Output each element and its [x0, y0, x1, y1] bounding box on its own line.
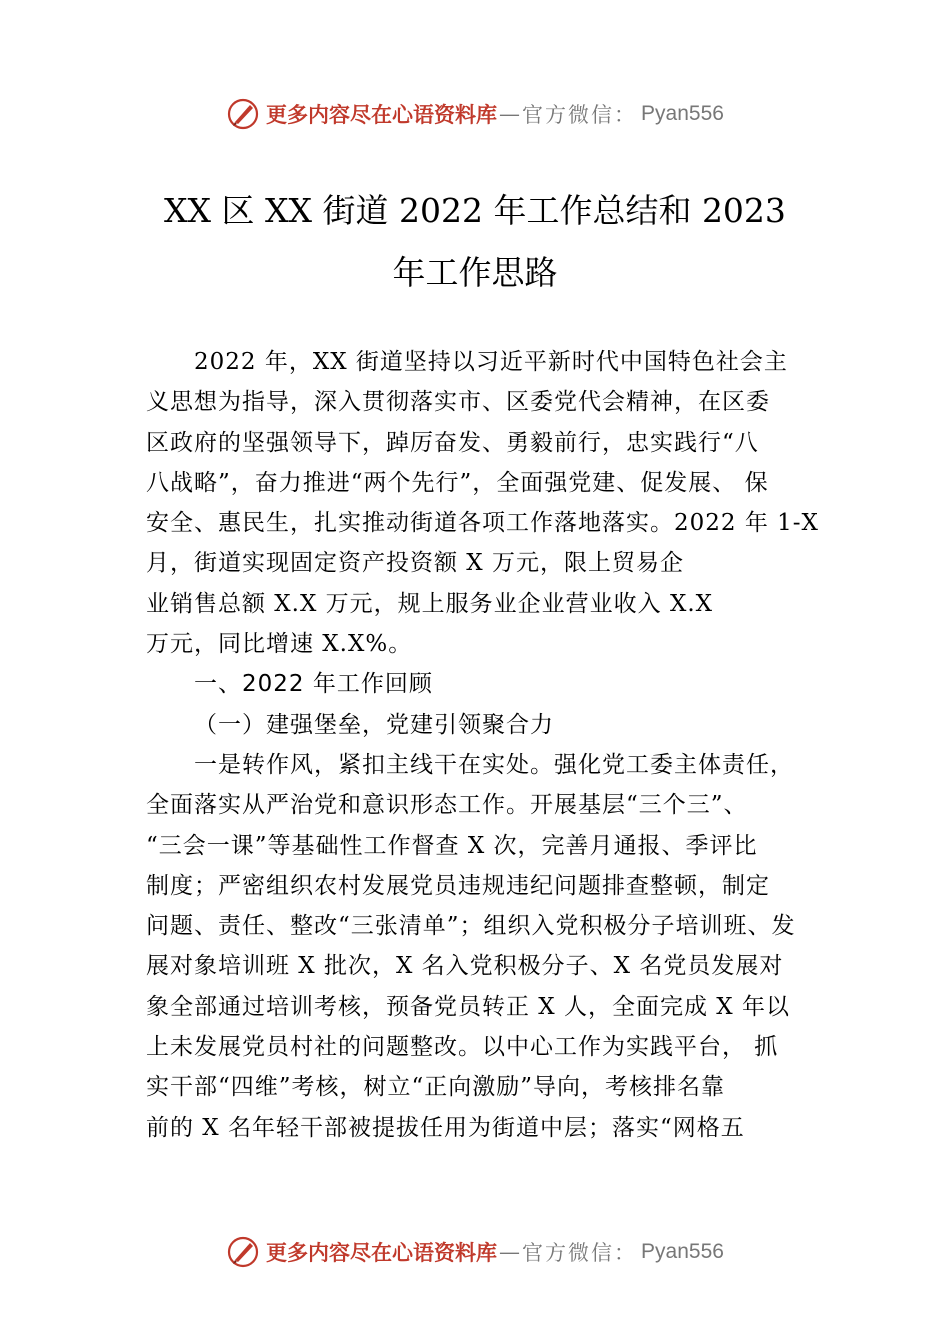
banner-text: 更多内容尽在心语资料库 [266, 1240, 498, 1265]
banner-separator: — [499, 1240, 521, 1264]
paragraph-line: 安全、惠民生，扎实推动街道各项工作落地落实。2022 年 1-X [146, 510, 819, 537]
banner-wechat-id: Pyan556 [641, 1240, 724, 1263]
watermark-banner-top [0, 94, 950, 134]
paragraph-line: 一是转作风，紧扣主线干在实处。强化党工委主体责任， [194, 751, 794, 778]
banner-separator: — [499, 102, 521, 126]
paragraph-line: 业销售总额 X.X 万元，规上服务业企业营业收入 X.X [146, 590, 714, 617]
paragraph-line: 区政府的坚强领导下，踔厉奋发、勇毅前行，忠实践行“八 [146, 429, 759, 456]
paragraph-line: 象全部通过培训考核，预备党员转正 X 人，全面完成 X 年以 [146, 993, 790, 1020]
paragraph-line: 前的 X 名年轻干部被提拔任用为街道中层；落实“网格五 [146, 1114, 745, 1141]
subsection-heading: （一）建强堡垒，党建引领聚合力 [194, 711, 554, 738]
paragraph-line: 实干部“四维”考核，树立“正向激励”导向，考核排名靠 [146, 1074, 726, 1101]
banner-official-label: 官方微信： [522, 103, 638, 127]
pen-logo-icon [226, 97, 260, 131]
banner-official-label: 官方微信： [522, 1241, 638, 1265]
paragraph-line: 制度；严密组织农村发展党员违规违纪问题排查整顿，制定 [146, 872, 770, 899]
paragraph-line: 八战略”，奋力推进“两个先行”，全面强党建、促发展、 保 [146, 469, 769, 496]
document-title [140, 180, 810, 304]
banner-text: 更多内容尽在心语资料库 [266, 102, 498, 127]
title-line-2: 年工作思路 [392, 253, 558, 292]
paragraph-line: 义思想为指导，深入贯彻落实市、区委党代会精神，在区委 [146, 389, 770, 416]
paragraph-line: 全面落实从严治党和意识形态工作。开展基层“三个三”、 [146, 792, 748, 819]
pen-logo-icon [226, 1235, 260, 1269]
paragraph-line: 2022 年，XX 街道坚持以习近平新时代中国特色社会主 [194, 349, 788, 375]
paragraph-line: 月，街道实现固定资产投资额 X 万元，限上贸易企 [146, 550, 684, 577]
banner-wechat-id: Pyan556 [641, 102, 724, 125]
title-line-1: XX 区 XX 街道 2022 年工作总结和 2023 [164, 191, 786, 230]
document-body [146, 342, 826, 1148]
paragraph-line: 问题、责任、整改“三张清单”；组织入党积极分子培训班、发 [146, 913, 796, 940]
paragraph-line: 展对象培训班 X 批次，X 名入党积极分子、X 名党员发展对 [146, 953, 784, 980]
paragraph-line: 上未发展党员村社的问题整改。以中心工作为实践平台， 抓 [146, 1034, 779, 1061]
paragraph-line: “三会一课”等基础性工作督查 X 次，完善月通报、季评比 [146, 832, 758, 859]
paragraph-line: 万元，同比增速 X.X%。 [146, 631, 413, 658]
section-heading: 一、2022 年工作回顾 [194, 671, 433, 698]
watermark-banner-bottom [0, 1232, 950, 1272]
